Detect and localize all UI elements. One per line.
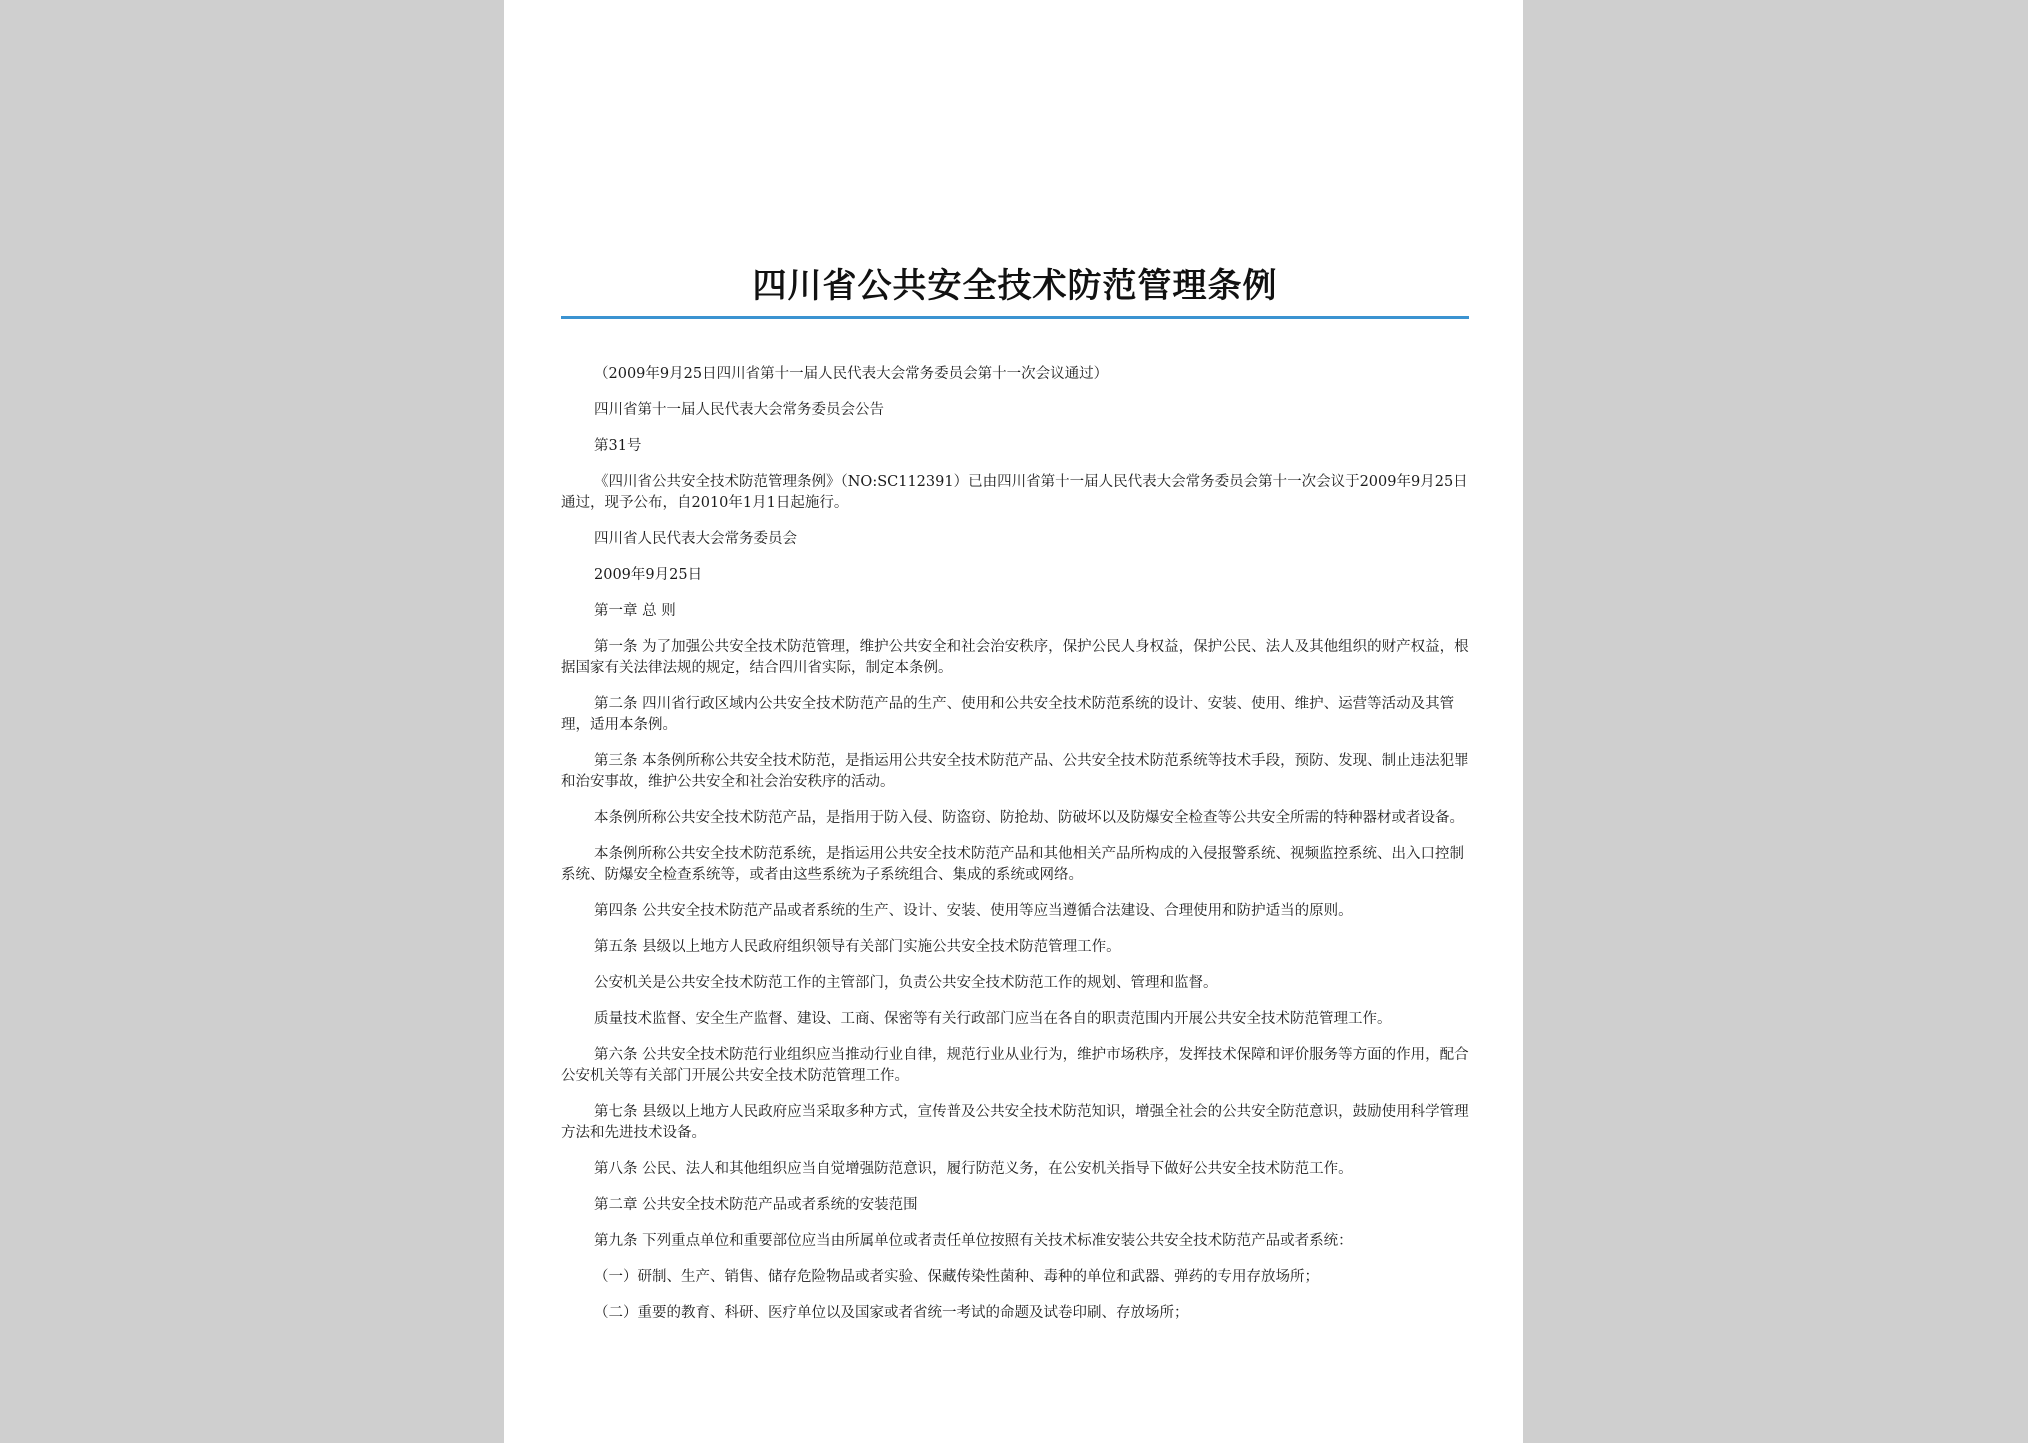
document-paragraph: 质量技术监督、安全生产监督、建设、工商、保密等有关行政部门应当在各自的职责范围内开展公共安全技术防范管理工作。 [594, 1011, 1392, 1027]
title-underline [561, 316, 1469, 319]
document-paragraph: 第31号 [594, 438, 642, 454]
document-paragraph: （二）重要的教育、科研、医疗单位以及国家或者省统一考试的命题及试卷印刷、存放场所； [594, 1305, 1189, 1321]
document-body [561, 364, 1469, 1339]
document-paragraph: 2009年9月25日 [594, 567, 703, 583]
document-page [504, 0, 1523, 1443]
document-paragraph: 第二条 四川省行政区域内公共安全技术防范产品的生产、使用和公共安全技术防范系统的设计、安装、使用、维护、运营等活动及其管理，适用本条例。 [561, 696, 1455, 733]
document-paragraph: 《四川省公共安全技术防范管理条例》（NO:SC112391）已由四川省第十一届人民代表大会常务委员会第十一次会议于2009年9月25日通过，现予公布，自2010年1月1日起施行。 [561, 474, 1468, 511]
document-paragraph: （2009年9月25日四川省第十一届人民代表大会常务委员会第十一次会议通过） [594, 366, 1109, 382]
document-paragraph: 本条例所称公共安全技术防范产品，是指用于防入侵、防盗窃、防抢劫、防破坏以及防爆安全检查等公共安全所需的特种器材或者设备。 [594, 810, 1464, 826]
document-paragraph: （一）研制、生产、销售、储存危险物品或者实验、保藏传染性菌种、毒种的单位和武器、弹药的专用存放场所； [594, 1269, 1319, 1285]
document-paragraph: 公安机关是公共安全技术防范工作的主管部门，负责公共安全技术防范工作的规划、管理和监督。 [594, 975, 1218, 991]
document-paragraph: 四川省人民代表大会常务委员会 [594, 531, 797, 547]
document-paragraph: 第七条 县级以上地方人民政府应当采取多种方式，宣传普及公共安全技术防范知识，增强全社会的公共安全防范意识，鼓励使用科学管理方法和先进技术设备。 [561, 1104, 1469, 1141]
document-paragraph: 第九条 下列重点单位和重要部位应当由所属单位或者责任单位按照有关技术标准安装公共安全技术防范产品或者系统： [594, 1233, 1353, 1249]
document-paragraph: 第一章 总 则 [594, 603, 676, 619]
document-paragraph: 第八条 公民、法人和其他组织应当自觉增强防范意识，履行防范义务，在公安机关指导下做好公共安全技术防范工作。 [594, 1161, 1353, 1177]
document-paragraph: 本条例所称公共安全技术防范系统，是指运用公共安全技术防范产品和其他相关产品所构成的入侵报警系统、视频监控系统、出入口控制系统、防爆安全检查系统等，或者由这些系统为子系统组合、集成的系统或网络。 [561, 846, 1464, 883]
document-paragraph: 第四条 公共安全技术防范产品或者系统的生产、设计、安装、使用等应当遵循合法建设、合理使用和防护适当的原则。 [594, 903, 1353, 919]
document-paragraph: 第六条 公共安全技术防范行业组织应当推动行业自律，规范行业从业行为，维护市场秩序，发挥技术保障和评价服务等方面的作用，配合公安机关等有关部门开展公共安全技术防范管理工作。 [561, 1047, 1469, 1084]
document-paragraph: 第五条 县级以上地方人民政府组织领导有关部门实施公共安全技术防范管理工作。 [594, 939, 1121, 955]
document-title: 四川省公共安全技术防范管理条例 [752, 266, 1278, 306]
document-paragraph: 四川省第十一届人民代表大会常务委员会公告 [594, 402, 884, 418]
document-paragraph: 第二章 公共安全技术防范产品或者系统的安装范围 [594, 1197, 918, 1213]
document-paragraph: 第三条 本条例所称公共安全技术防范，是指运用公共安全技术防范产品、公共安全技术防范系统等技术手段，预防、发现、制止违法犯罪和治安事故，维护公共安全和社会治安秩序的活动。 [561, 753, 1469, 790]
document-paragraph: 第一条 为了加强公共安全技术防范管理，维护公共安全和社会治安秩序，保护公民人身权益，保护公民、法人及其他组织的财产权益，根据国家有关法律法规的规定，结合四川省实际，制定本条例。 [561, 639, 1469, 676]
